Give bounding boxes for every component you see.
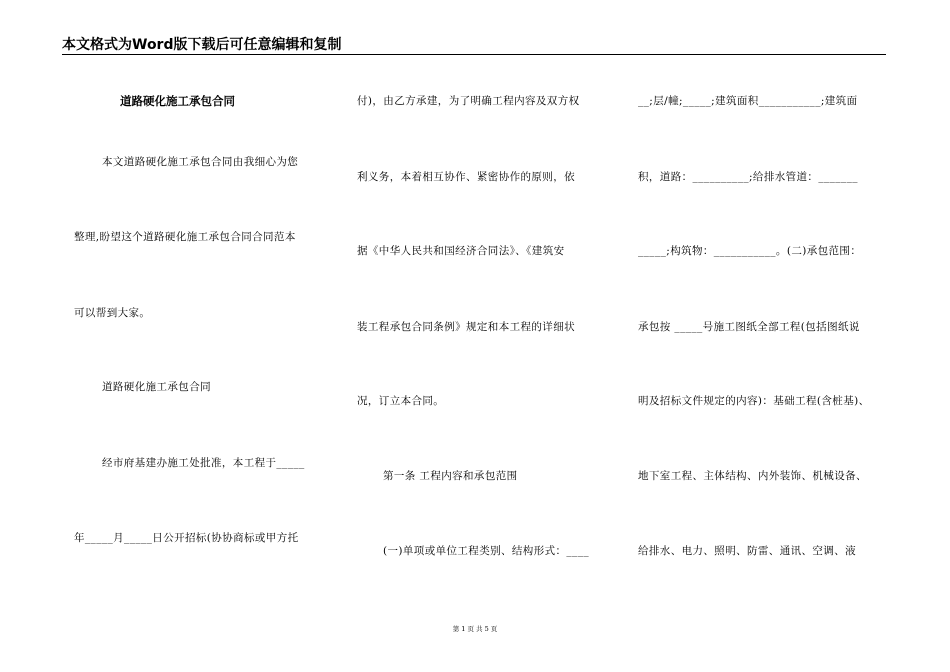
paragraph-line: 装工程承包合同条例》规定和本工程的详细状 xyxy=(357,321,575,333)
paragraph-line: 可以帮到大家。 xyxy=(74,307,151,319)
paragraph-line: 给排水、电力、照明、防雷、通讯、空调、液 xyxy=(638,545,856,557)
paragraph-line: 年_____月_____日公开招标(协协商标或甲方托 xyxy=(74,532,299,544)
paragraph-line: 地下室工程、主体结构、内外装饰、机械设备、 xyxy=(638,470,867,482)
paragraph-line: 整理,盼望这个道路硬化施工承包合同合同范本 xyxy=(74,231,296,243)
paragraph-line: 经市府基建办施工处批准，本工程于_____ xyxy=(102,457,305,469)
paragraph-line: __;层/幢;_____;建筑面积___________;建筑面 xyxy=(638,95,858,107)
header-title: 本文格式为Word版下载后可任意编辑和复制 xyxy=(62,37,342,53)
paragraph-line: 明及招标文件规定的内容)：基础工程(含桩基)、 xyxy=(638,395,870,407)
paragraph-line: 本文道路硬化施工承包合同由我细心为您 xyxy=(102,156,299,168)
document-title: 道路硬化施工承包合同 xyxy=(120,94,235,108)
paragraph-line: 利义务，本着相互协作、紧密协作的原则，依 xyxy=(357,171,575,183)
paragraph-line: 承包按 _____号施工图纸全部工程(包括图纸说 xyxy=(638,321,860,333)
paragraph-line: 积，道路：__________;给排水管道：_______ xyxy=(638,171,858,183)
paragraph-line: 付)，由乙方承建，为了明确工程内容及双方权 xyxy=(357,95,580,107)
paragraph-line: 道路硬化施工承包合同 xyxy=(102,381,211,393)
page-number-footer: 第 1 页 共 5 页 xyxy=(452,625,498,633)
section-heading: 第一条 工程内容和承包范围 xyxy=(383,470,518,482)
paragraph-line: 据《中华人民共和国经济合同法》、《建筑安 xyxy=(357,245,565,257)
paragraph-line: _____;构筑物：___________。(二)承包范围： xyxy=(638,245,862,257)
paragraph-line: (一)单项或单位工程类别、结构形式：____ xyxy=(383,545,589,557)
paragraph-line: 况，订立本合同。 xyxy=(357,395,445,407)
document-header xyxy=(62,32,886,55)
